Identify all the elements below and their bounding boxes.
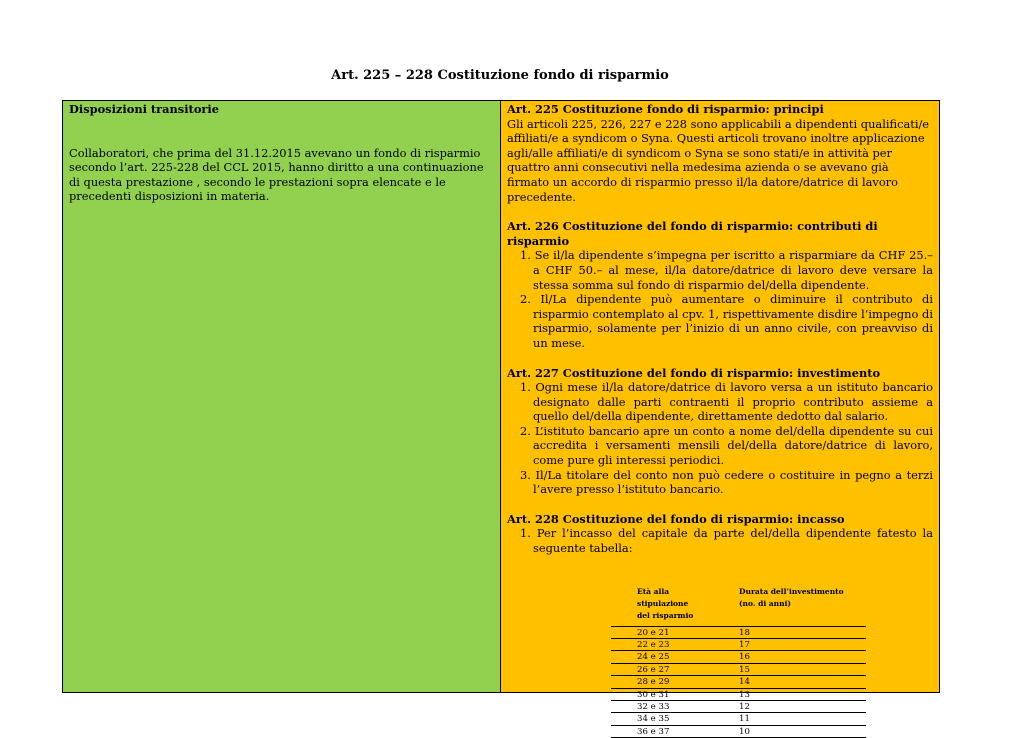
- duration-column-header: Durata dell’investimento (no. di anni): [739, 586, 844, 608]
- transitional-heading: Disposizioni transitorie: [69, 102, 219, 116]
- list-item: 1. Per l’incasso del capitale da parte del/della dipendente fatesto la seguente tabella:: [520, 526, 933, 556]
- list-item: 2. L’istituto bancario apre un conto a nome del/della dipendente su cui accredita i versamenti mensili del/della datore/datrice di lavoro, come pure gli interessi periodici.: [520, 423, 933, 468]
- transitional-paragraph: Collaboratori, che prima del 31.12.2015 avevano un fondo di risparmio secondo l’art. 225-228 del CCL 2015, hanno diritto a una continuazione di questa prestazione , secondo le prestazioni sopra elencate e le precedenti disposizioni in materia.: [69, 145, 484, 204]
- years-cell: 15: [739, 664, 750, 675]
- table-row: [611, 701, 866, 713]
- age-cell: 22 e 23: [637, 640, 670, 651]
- years-cell: 13: [739, 689, 750, 700]
- table-row: [611, 639, 866, 651]
- art227-heading: Art. 227 Costituzione del fondo di risparmio: investimento: [507, 365, 881, 380]
- table-row: [611, 726, 866, 738]
- transitional-provisions-cell: [63, 101, 501, 692]
- table-row: [611, 689, 866, 701]
- art226-list: [507, 248, 933, 350]
- art228-list: [507, 526, 933, 555]
- age-cell: 36 e 37: [637, 726, 670, 737]
- duration-table-body: [611, 627, 866, 738]
- provisions-table: [62, 100, 940, 737]
- table-row: [611, 651, 866, 663]
- table-row: [611, 676, 866, 688]
- age-cell: 26 e 27: [637, 664, 670, 675]
- years-cell: 16: [739, 652, 750, 663]
- art225-text: Gli articoli 225, 226, 227 e 228 sono applicabili a dipendenti qualificati/e affiliati/e a syndicom o Syna. Questi articoli trovano inoltre applicazione agli/alle affiliati/e di syndicom o Syna se sono stati/e in attività per quattro anni consecutivi nella medesima azienda o se avevano già firmato un accordo di risparmio presso il/la datore/datrice di lavoro precedente.: [507, 116, 930, 204]
- list-item: 3. Il/La titolare del conto non può cedere o costituire in pegno a terzi l’avere presso l’istituto bancario.: [520, 467, 933, 497]
- list-item: 1. Se il/la dipendente s’impegna per iscritto a risparmiare da CHF 25.– a CHF 50.– al mese, il/la datore/datrice di lavoro deve versare la stessa somma sul fondo di risparmio del/della dipendente.: [520, 248, 933, 292]
- years-cell: 10: [739, 726, 750, 737]
- table-row: [611, 664, 866, 676]
- years-cell: 14: [739, 677, 750, 688]
- duration-table-header: [611, 586, 866, 627]
- years-cell: 12: [739, 701, 750, 712]
- art228-heading: Art. 228 Costituzione del fondo di risparmio: incasso: [507, 511, 845, 526]
- page-title: Art. 225 – 228 Costituzione fondo di risparmio: [331, 68, 669, 83]
- age-cell: 20 e 21: [637, 627, 670, 638]
- investment-duration-table: [611, 586, 866, 738]
- table-row: [611, 627, 866, 639]
- age-column-header: Età alla stipulazione del risparmio: [637, 586, 694, 620]
- age-cell: 34 e 35: [637, 714, 670, 725]
- years-cell: 11: [739, 714, 750, 725]
- list-item: 1. Ogni mese il/la datore/datrice di lavoro versa a un istituto bancario designato dalle parti contraenti il proprio contributo assieme a quello del/della dipendente, direttamente dedotto dal salario.: [520, 380, 933, 424]
- years-cell: 17: [739, 640, 750, 651]
- art226-heading: Art. 226 Costituzione del fondo di risparmio: contributi di risparmio: [507, 219, 878, 248]
- art227-list: [507, 380, 933, 497]
- articles-cell: [501, 101, 939, 737]
- list-item: 2. Il/La dipendente può aumentare o diminuire il contributo di risparmio contemplato al cpv. 1, rispettivamente disdire l’impegno di risparmio, solamente per l’inizio di un anno civile, con preavviso di un mese.: [520, 292, 933, 350]
- art225-heading: Art. 225 Costituzione fondo di risparmio: principi: [507, 102, 824, 116]
- age-cell: 32 e 33: [637, 701, 670, 712]
- years-cell: 18: [739, 627, 750, 638]
- age-cell: 24 e 25: [637, 652, 670, 663]
- age-cell: 28 e 29: [637, 677, 670, 688]
- age-cell: 30 e 31: [637, 689, 670, 700]
